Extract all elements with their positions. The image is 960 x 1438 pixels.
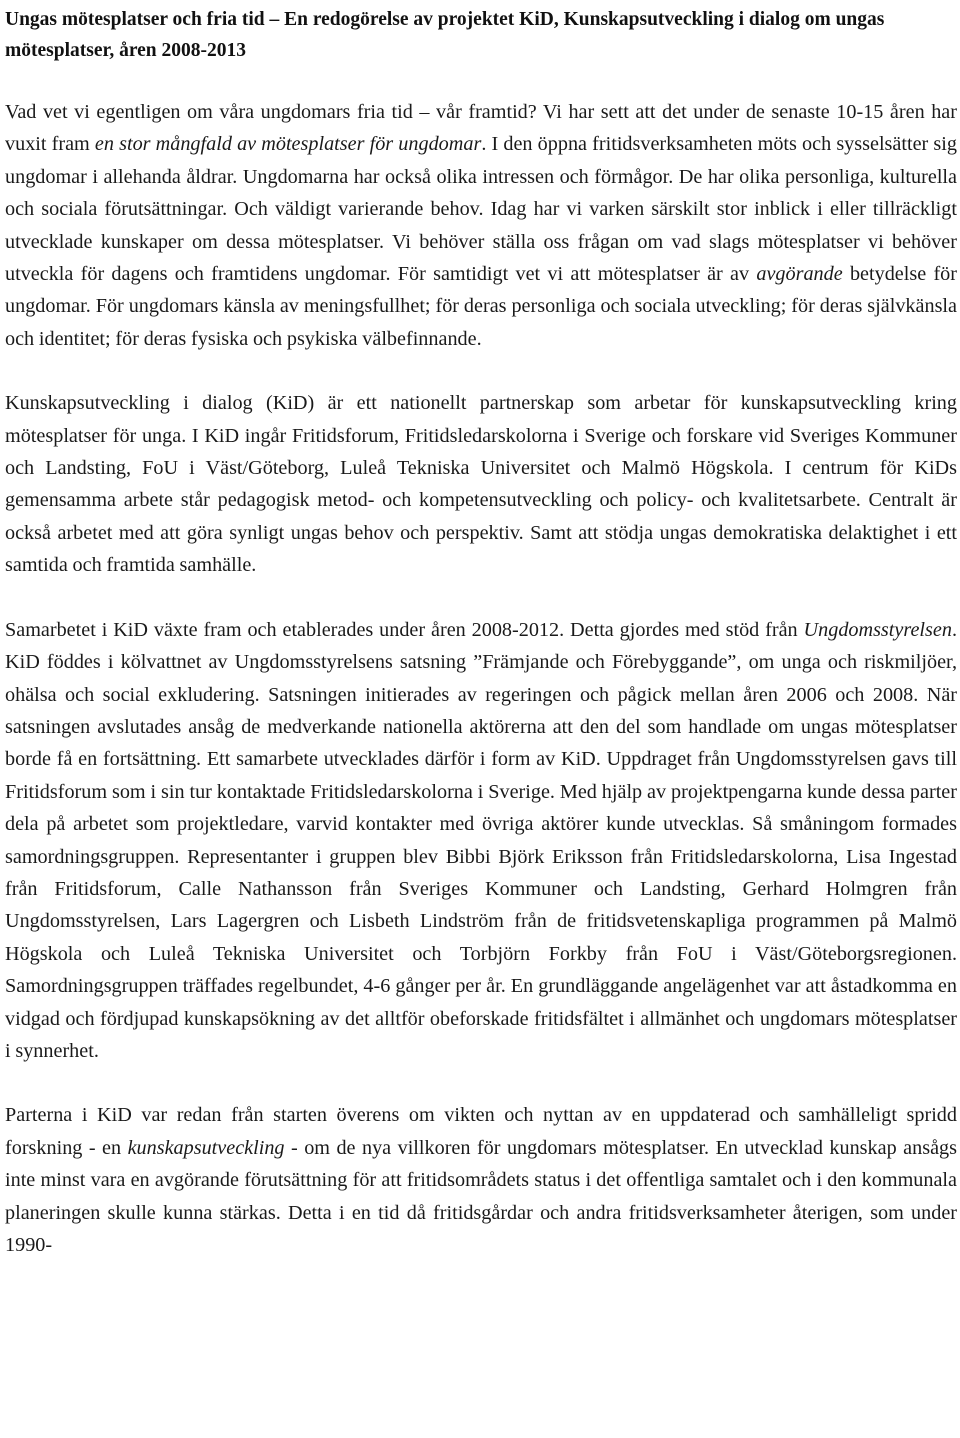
paragraph-history [5, 614, 957, 1068]
document-title: Ungas mötesplatser och fria tid – En redogörelse av projektet KiD, Kunskapsutveckling i dialog om ungas mötesplatser, åren 2008-2013 [5, 9, 885, 61]
paragraph-kid-partnership [5, 387, 957, 581]
text-run: Samarbetet i KiD växte fram och etablerades under åren 2008-2012. Detta gjordes med stöd från [5, 618, 804, 641]
text-run: Vad vet vi egentligen om våra ungdomars fria tid – vår framtid? Vi har sett att det under de senaste 10-15 åren har vuxit fram [5, 101, 957, 156]
text-run: - om de nya villkoren för ungdomars mötesplatser. En utvecklad kunskap ansågs inte minst vara en avgörande förutsättning för att fritidsområdets status i det offentliga samtalet och i den kommunala planeringen skulle kunna stärkas. Detta i en tid då fritidsgårdar och andra fritidsverksamheter återigen, som under 1990- [5, 1136, 957, 1256]
text-run-italic: Ungdomsstyrelsen [803, 618, 952, 641]
text-run-italic: kunskapsutveckling [127, 1136, 285, 1159]
text-run-italic: avgörande [756, 263, 843, 286]
text-run: . I den öppna fritidsverksamheten möts och sysselsätter sig ungdomar i allehanda åldrar. Ungdomarna har också olika intressen och förmågor. De har olika personliga, kulturella och sociala förutsättningar. Och väldigt varierande behov. Idag har vi varken särskilt stor inblick i eller tillräckligt utvecklade kunskaper om dessa mötesplatser. Vi behöver ställa oss frågan om vad slags mötesplatser vi behöver utveckla för dagens och framtidens ungdomar. För samtidigt vet vi att mötesplatser är av [5, 133, 957, 286]
text-run: Kunskapsutveckling i dialog (KiD) är ett nationellt partnerskap som arbetar för kunskapsutveckling kring mötesplatser för unga. I KiD ingår Fritidsforum, Fritidsledarskolorna i Sverige och forskare vid Sveriges Kommuner och Landsting, FoU i Väst/Göteborg, Luleå Tekniska Universitet och Malmö Högskola. I centrum för KiDs gemensamma arbete står pedagogisk metod- och kompetensutveckling och policy- och kvalitetsarbete. Centralt är också arbetet med att göra synligt ungas behov och perspektiv. Samt att stödja ungas demokratiska delaktighet i ett samtida och framtida samhälle. [5, 392, 957, 577]
paragraph-intro [5, 96, 957, 355]
paragraph-research [5, 1099, 957, 1261]
text-run-italic: en stor mångfald av mötesplatser för ungdomar [94, 133, 482, 156]
text-run: . KiD föddes i kölvattnet av Ungdomsstyrelsens satsning ”Främjande och Förebyggande”, om unga och riskmiljöer, ohälsa och social exkludering. Satsningen initierades av regeringen och pågick mellan åren 2006 och 2008. När satsningen avslutades ansåg de medverkande nationella aktörerna att den del som handlade om ungas mötesplatser borde få en fortsättning. Ett samarbete utvecklades därför i form av KiD. Uppdraget från Ungdomsstyrelsen gavs till Fritidsforum som i sin tur kontaktade Fritidsledarskolorna i Sverige. Med hjälp av projektpengarna kunde dessa parter dela på arbetet som projektledare, varvid kontakter med övriga aktörer kunde utvecklas. Så småningom formades samordningsgruppen. Representanter i gruppen blev Bibbi Björk Eriksson från Fritidsledarskolorna, Lisa Ingestad från Fritidsforum, Calle Nathansson från Sveriges Kommuner och Landsting, Gerhard Holmgren från Ungdomsstyrelsen, Lars Lagergren och Lisbeth Lindström från de fritidsvetenskapliga programmen på Malmö Högskola och Luleå Tekniska Universitet och Torbjörn Forkby från FoU i Väst/Göteborgsregionen. Samordningsgruppen träffades regelbundet, 4-6 gånger per år. En grundläggande angelägenhet var att åstadkomma en vidgad och fördjupad kunskapsökning av det alltför obeforskade fritidsfältet i allmänhet och ungdomars mötesplatser i synnerhet. [5, 618, 957, 1062]
text-run: Parterna i KiD var redan från starten överens om vikten och nyttan av en uppdaterad och samhälleligt spridd forskning - en [5, 1104, 957, 1159]
document-page [5, 0, 957, 1261]
text-run: betydelse för ungdomar. För ungdomars känsla av meningsfullhet; för deras personliga och sociala utveckling; för deras självkänsla och identitet; för deras fysiska och psykiska välbefinnande. [5, 263, 957, 350]
